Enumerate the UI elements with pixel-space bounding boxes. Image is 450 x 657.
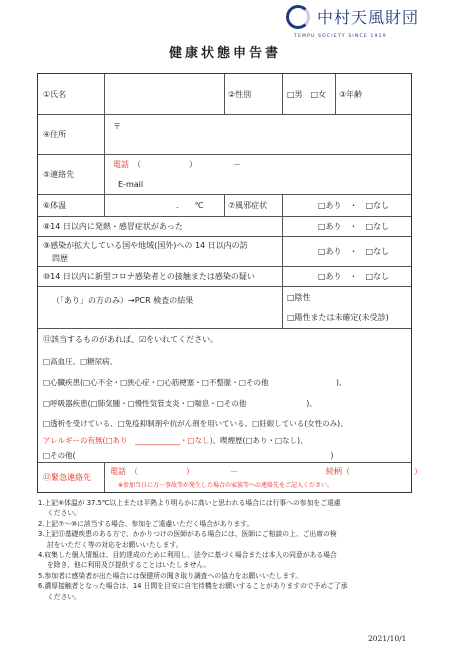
emergency-phone[interactable]: 電話 （ ） －: [110, 466, 238, 476]
gender-checkboxes[interactable]: □男 □女: [287, 89, 327, 99]
pcr-label: （「あり」の方のみ）→PCR 検査の結果: [52, 295, 194, 305]
name-label: ①氏名: [43, 89, 67, 99]
notes: [38, 498, 418, 602]
q11-line-hypertension[interactable]: □高血圧、□糖尿病、: [43, 356, 118, 366]
address-label: ④住所: [43, 130, 67, 139]
temperature-label: ⑥体温: [43, 201, 67, 210]
q11-line-dialysis[interactable]: □透析を受けている、□免疫抑制剤や抗がん剤を用いている、□妊娠している(女性のみ)、: [43, 418, 348, 428]
q9-label-line1: ⑨感染が拡大している国や地域(国外)への 14 日以内の訪: [43, 240, 248, 250]
health-declaration-form: [37, 73, 422, 493]
pcr-negative-checkbox[interactable]: □陰性: [287, 292, 311, 302]
note-3: 3.上記⑪基礎疾患のある方で、かかりつけの医師がある場合には、医師にご相談の上、ご出席の検: [38, 530, 337, 539]
row-q8: [38, 216, 411, 236]
q11-title: ⑪該当するものがあれば、☑をいれてください。: [43, 334, 219, 344]
name-field[interactable]: [108, 74, 223, 114]
q10-checkbox[interactable]: □あり ・ □なし: [318, 272, 390, 281]
emergency-note: ※参加当日に万一事故等が発生した場合の家族等への連絡先をご記入ください。: [118, 481, 334, 489]
note-1-cont: ください。: [47, 509, 81, 518]
note-1: 1.上記⑥体温が 37.5℃以上または平熱より明らかに高いと思われる場合には行事への参加をご遠慮: [38, 499, 341, 507]
row-contact: [38, 154, 411, 194]
phone-field[interactable]: （ ） －: [133, 159, 241, 169]
q8-checkbox[interactable]: □あり ・ □なし: [318, 222, 390, 231]
note-5: 5.参加者に感染者が出た場合には保健所の聞き取り調査への協力をお願いいたします。: [38, 571, 303, 580]
temperature-field[interactable]: . ℃: [176, 201, 204, 210]
note-4: 4.収集した個人情報は、目的達成のために利用し、法令に基づく場合または本人の同意がある場合: [38, 551, 337, 560]
email-label[interactable]: E-mail: [118, 179, 144, 189]
contact-label: ⑤連絡先: [43, 170, 75, 179]
q9-label-line2: 問歴: [52, 253, 68, 263]
logo-subtitle: TEMPU SOCIETY SINCE 1919: [294, 34, 387, 39]
note-3-cont: 討をいただく等の対応をお願いいたします。: [47, 540, 183, 549]
page-title: 健康状態申告書: [168, 46, 281, 61]
q10-label: ⑩14 日以内に新型コロナ感染者との接触または感染の疑い: [43, 272, 255, 281]
phone-label: 電話: [113, 159, 129, 169]
emergency-label: ⑫緊急連絡先: [43, 473, 91, 482]
pcr-positive-checkbox[interactable]: □陽性または未確定(未受診): [287, 312, 389, 322]
row-address: [38, 114, 411, 154]
age-label: ③年齢: [339, 89, 363, 99]
row-pcr: [38, 286, 411, 328]
q8-label: ⑧14 日以内に発熱・感冒症状があった: [43, 222, 183, 231]
cold-symptoms-checkbox[interactable]: □あり ・ □なし: [318, 201, 390, 210]
q11-line-allergy: [43, 432, 308, 448]
note-6: 6.濃厚接触者となった場合は、14 日間を目安に自宅待機をお願いすることがありますので予めご了承: [38, 582, 348, 591]
logo-circle-icon: [286, 5, 310, 29]
q9-checkbox[interactable]: □あり ・ □なし: [318, 247, 390, 256]
note-2: 2.上記⑦～⑩に該当する場合、参加をご遠慮いただく場合があります。: [38, 519, 254, 528]
row-emergency: [38, 462, 422, 492]
q11-line-heart[interactable]: □心臓疾患(□心不全・□狭心症・□心筋梗塞・□不整脈・□その他 )、: [43, 377, 347, 387]
q11-other[interactable]: □その他( ): [43, 450, 334, 460]
document-date: 2021/10/1: [368, 634, 407, 643]
row-temperature: [38, 194, 411, 216]
row-q11: [38, 328, 411, 462]
logo-name: 中村天風財団: [317, 8, 420, 27]
note-4-cont: を除き、他に利用及び提供することはいたしません。: [47, 561, 211, 570]
allergy-checkbox[interactable]: アレルギーの有無(□あり ____________・□なし): [43, 435, 213, 445]
q11-line-respiratory[interactable]: □呼吸器疾患(□肺気腫・□慢性気管支炎・□喘息・□その他 )、: [43, 398, 317, 408]
relation-field[interactable]: 続柄（ ）: [326, 466, 422, 476]
row-name: [38, 74, 411, 114]
cold-symptoms-label: ⑦風邪症状: [228, 201, 268, 210]
note-6-cont: ください。: [47, 592, 81, 601]
foundation-logo: [286, 4, 442, 44]
smoking-checkbox[interactable]: 、喫煙歴(□あり・□なし)、: [212, 435, 308, 445]
gender-label: ②性別: [228, 89, 252, 99]
row-q9: [38, 236, 411, 266]
postal-mark[interactable]: 〒: [113, 122, 121, 132]
row-q10: [38, 266, 411, 286]
